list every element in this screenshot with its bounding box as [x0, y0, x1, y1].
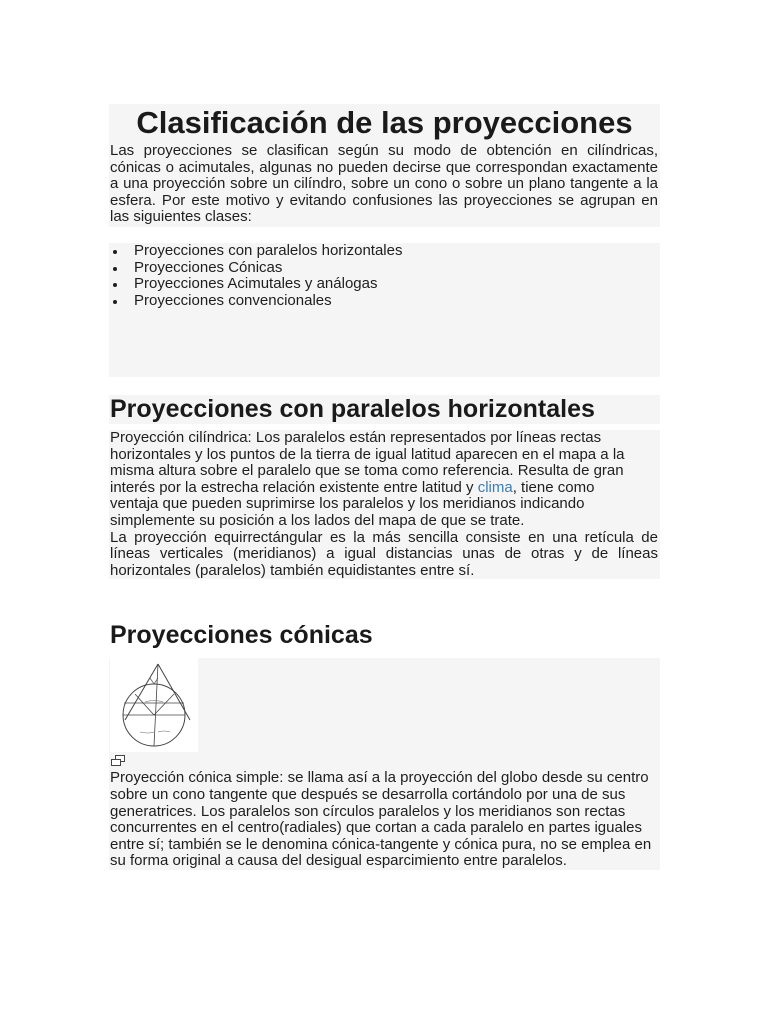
section-conic-heading-block — [109, 621, 660, 650]
section-horizontal-heading-block — [109, 395, 660, 424]
conic-paragraph: Proyección cónica simple: se llama así a la proyección del globo desde su centro sobre un cono tangente que después se desarrolla cortándolo por una de sus generatrices. Los paralelos son círculos paralelos y los meridianos son rectas concurrentes en el centro(radiales) que cortan a cada paralelo en partes iguales entre sí; también se le denomina cónica-tangente y cónica pura, no se emplea en su forma original a causa del desigual esparcimiento entre paralelos. — [110, 769, 652, 870]
list-item: Proyecciones con paralelos horizontales — [134, 243, 660, 260]
list-item: Proyecciones Acimutales y análogas — [134, 276, 660, 293]
page-title: Clasificación de las proyecciones — [136, 105, 633, 140]
image-placeholder-icon — [111, 754, 660, 766]
document-page — [109, 104, 660, 870]
title-block — [109, 104, 660, 227]
section-heading-conic: Proyecciones cónicas — [110, 621, 373, 650]
list-item: Proyecciones Cónicas — [134, 260, 660, 277]
clima-link[interactable]: clima — [477, 478, 513, 496]
conic-projection-diagram — [110, 658, 198, 752]
section-heading-horizontal: Proyecciones con paralelos horizontales — [110, 394, 595, 423]
conic-figure-block — [109, 658, 660, 770]
conic-text-block — [109, 770, 660, 870]
list-item: Proyecciones convencionales — [134, 293, 660, 310]
classes-list-block — [109, 243, 660, 377]
intro-paragraph: Las proyecciones se clasifican según su modo de obtención en cilíndricas, cónicas o acimutales, algunas no pueden decirse que correspondan exactamente a una proyección sobre un cilíndro, sobre un cono o sobre un plano tangente a la esfera. Por este motivo y evitando confusiones las proyecciones se agrupan en las siguientes clases: — [110, 142, 658, 226]
cylindrical-paragraph: Proyección cilíndrica: Los paralelos están representados por líneas rectas horizontales y los puntos de la tierra de igual latitud aparecen en el mapa a la misma altura sobre el paralelo que se toma como referencia. Resulta de gran interés por la estrecha relación existente entre latitud y clima, tiene como ventaja que pueden suprimirse los paralelos y los meridianos indicando simplemente su posición a los lados del mapa de que se trate. — [110, 428, 625, 529]
image-placeholder-glyph — [111, 755, 125, 767]
classes-list — [109, 243, 660, 309]
equirectangular-paragraph: La proyección equirrectángular es la más sencilla consiste en una retícula de líneas verticales (meridianos) a igual distancias unas de otras y de líneas horizontales (paralelos) también equidistantes entre sí. — [110, 528, 658, 579]
section-horizontal-body — [109, 430, 660, 579]
cone-sphere-drawing — [110, 658, 198, 752]
